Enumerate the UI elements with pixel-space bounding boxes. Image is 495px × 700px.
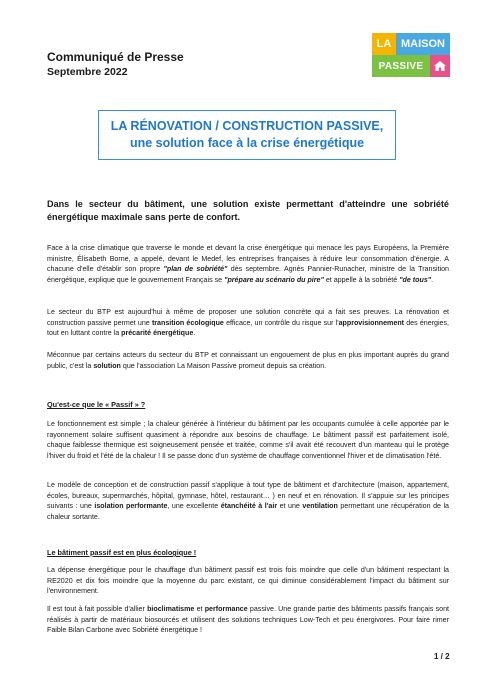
title-line-2: une solution face à la crise énergétique [129, 136, 365, 150]
document-header [47, 50, 184, 79]
title-line-1: LA RÉNOVATION / CONSTRUCTION PASSIVE, [110, 119, 384, 133]
paragraph-energy: La dépense énergétique pour le chauffage d'un bâtiment passif est trois fois moindre que celle d'un bâtiment respectant la RE2020 et dix fois moindre que la moyenne du parc existant, ce qui diminue considérablement l'impact du bâtiment sur l'environnement. [47, 566, 449, 596]
paragraph-association: Méconnue par certains acteurs du secteur du BTP et connaissant un engouement de plus en plus important auprès du grand public, c'est la solution que l'association La Maison Passive promeut depuis sa création. [47, 351, 449, 370]
doc-date: Septembre 2022 [47, 66, 128, 78]
logo-passive: PASSIVE [372, 55, 430, 77]
logo-la: LA [372, 33, 396, 55]
paragraph-principles: Le modèle de conception et de construction passif s'applique à tout type de bâtiment et d'architecture (maison, appartement, écoles, bureaux, supermarchés, hôpital, gymnase, hôtel, restaurant… ) en neuf et en rénovation. Il s'appuie sur les principes suivants : une isolation performante, une excellente étanchéité à l'air et une ventilation permettant une récupération de la chaleur sortante. [47, 481, 449, 521]
section-heading-ecologique: Le bâtiment passif est en plus écologique ! [47, 548, 197, 557]
lead-paragraph: Dans le secteur du bâtiment, une solution existe permettant d'atteindre une sobriété énergétique maximale sans perte de confort. [47, 199, 449, 222]
paragraph-functioning: Le fonctionnement est simple ; la chaleur générée à l'intérieur du bâtiment par les occupants cumulée à celle apportée par le rayonnement solaire suffisent quasiment à répondre aux besoins de chauffage. Le bâtiment passif est parfaitement isolé, chaque faiblesse thermique est soigneusement pensée et traitée, comme s'il avait été recouvert d'un manteau qui le protège l'hiver du froid et l'été de la chaleur ! Il se passe donc d'un système de chauffage conventionnel l'hiver et de climatisation l'été. [47, 420, 449, 460]
page-number: 1 / 2 [434, 652, 450, 661]
title-box [98, 110, 396, 160]
doc-type: Communiqué de Presse [47, 50, 184, 64]
logo-maison: MAISON [396, 33, 450, 55]
house-icon [430, 55, 450, 77]
section-heading-passif: Qu'est-ce que le « Passif » ? [47, 400, 146, 409]
la-maison-passive-logo [372, 33, 450, 77]
paragraph-bioclimatisme: Il est tout à fait possible d'allier bioclimatisme et performance passive. Une grande partie des bâtiments passifs français sont réalisés à partir de matériaux biosourcés et utilisent des solutions techniques Low-Tech et peu énergivores. Pour faire rimer Faible Bilan Carbone avec Sobriété énergétique ! [47, 605, 450, 635]
paragraph-btp-solution: Le secteur du BTP est aujourd'hui à même de proposer une solution concrète qui a fait ses preuves. La rénovation et construction passive permet une transition écologique efficace, un contrôle du risque sur l'approvisionnement des énergies, tout en luttant contre la précarité énergétique. [47, 308, 449, 338]
paragraph-context: Face à la crise climatique que traverse le monde et devant la crise énergétique qui menace les pays Européens, la Première ministre, Élisabeth Borne, a appelé, devant le Medef, les entreprises françaises à réduire leur consommation d'énergie. A chacune d'elle d'établir son propre "plan de sobriété" dès septembre. Agnès Pannier-Runacher, ministre de la Transition énergétique, explique que le gouvernement Français se "prépare au scénario du pire" et appelle à la sobriété "de tous". [47, 244, 450, 284]
